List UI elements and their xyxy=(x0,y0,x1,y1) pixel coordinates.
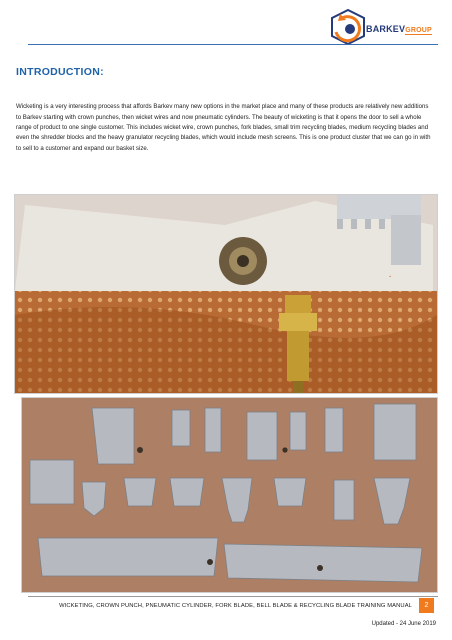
page-number: 2 xyxy=(419,598,434,613)
brand-wordmark xyxy=(366,24,432,34)
barkev-logo xyxy=(328,6,438,46)
crown-punch-and-cylinder-photo xyxy=(14,194,438,394)
brand-name: BARKEV xyxy=(366,24,406,34)
footer-manual-title: WICKETING, CROWN PUNCH, PNEUMATIC CYLINDER, FORK BLADE, BELL BLADE & RECYCLING BLADE TRAINING MANUAL xyxy=(59,603,412,609)
section-title: INTRODUCTION: xyxy=(16,66,104,78)
header-divider xyxy=(28,44,438,45)
barkev-logo-mark-icon xyxy=(328,8,368,46)
brand-suffix: GROUP xyxy=(405,27,432,34)
footer-divider xyxy=(28,596,438,597)
crown-punch-icon xyxy=(219,237,267,285)
updated-date: Updated - 24 June 2019 xyxy=(371,621,436,627)
svg-text:·: · xyxy=(382,273,397,280)
blades-assortment-photo xyxy=(21,397,438,593)
intro-paragraph: Wicketing is a very interesting process that affords Barkev many new options in the market place and many of these products are relatively new additions to Barkev starting with crown punches, then wicket wires and now pneumatic cylinders. The beauty of wicketing is that it opens the door to sell a whole range of product to one single customer. This includes wicket wire, crown punches, fork blades, small trim recycling blades, medium recycling blades and even the shredder blocks and the heavy granulator recycling blades, which would include mesh screens. This is one product cluster that we can go in with to sell to a customer and expand our basket size. xyxy=(16,103,431,152)
